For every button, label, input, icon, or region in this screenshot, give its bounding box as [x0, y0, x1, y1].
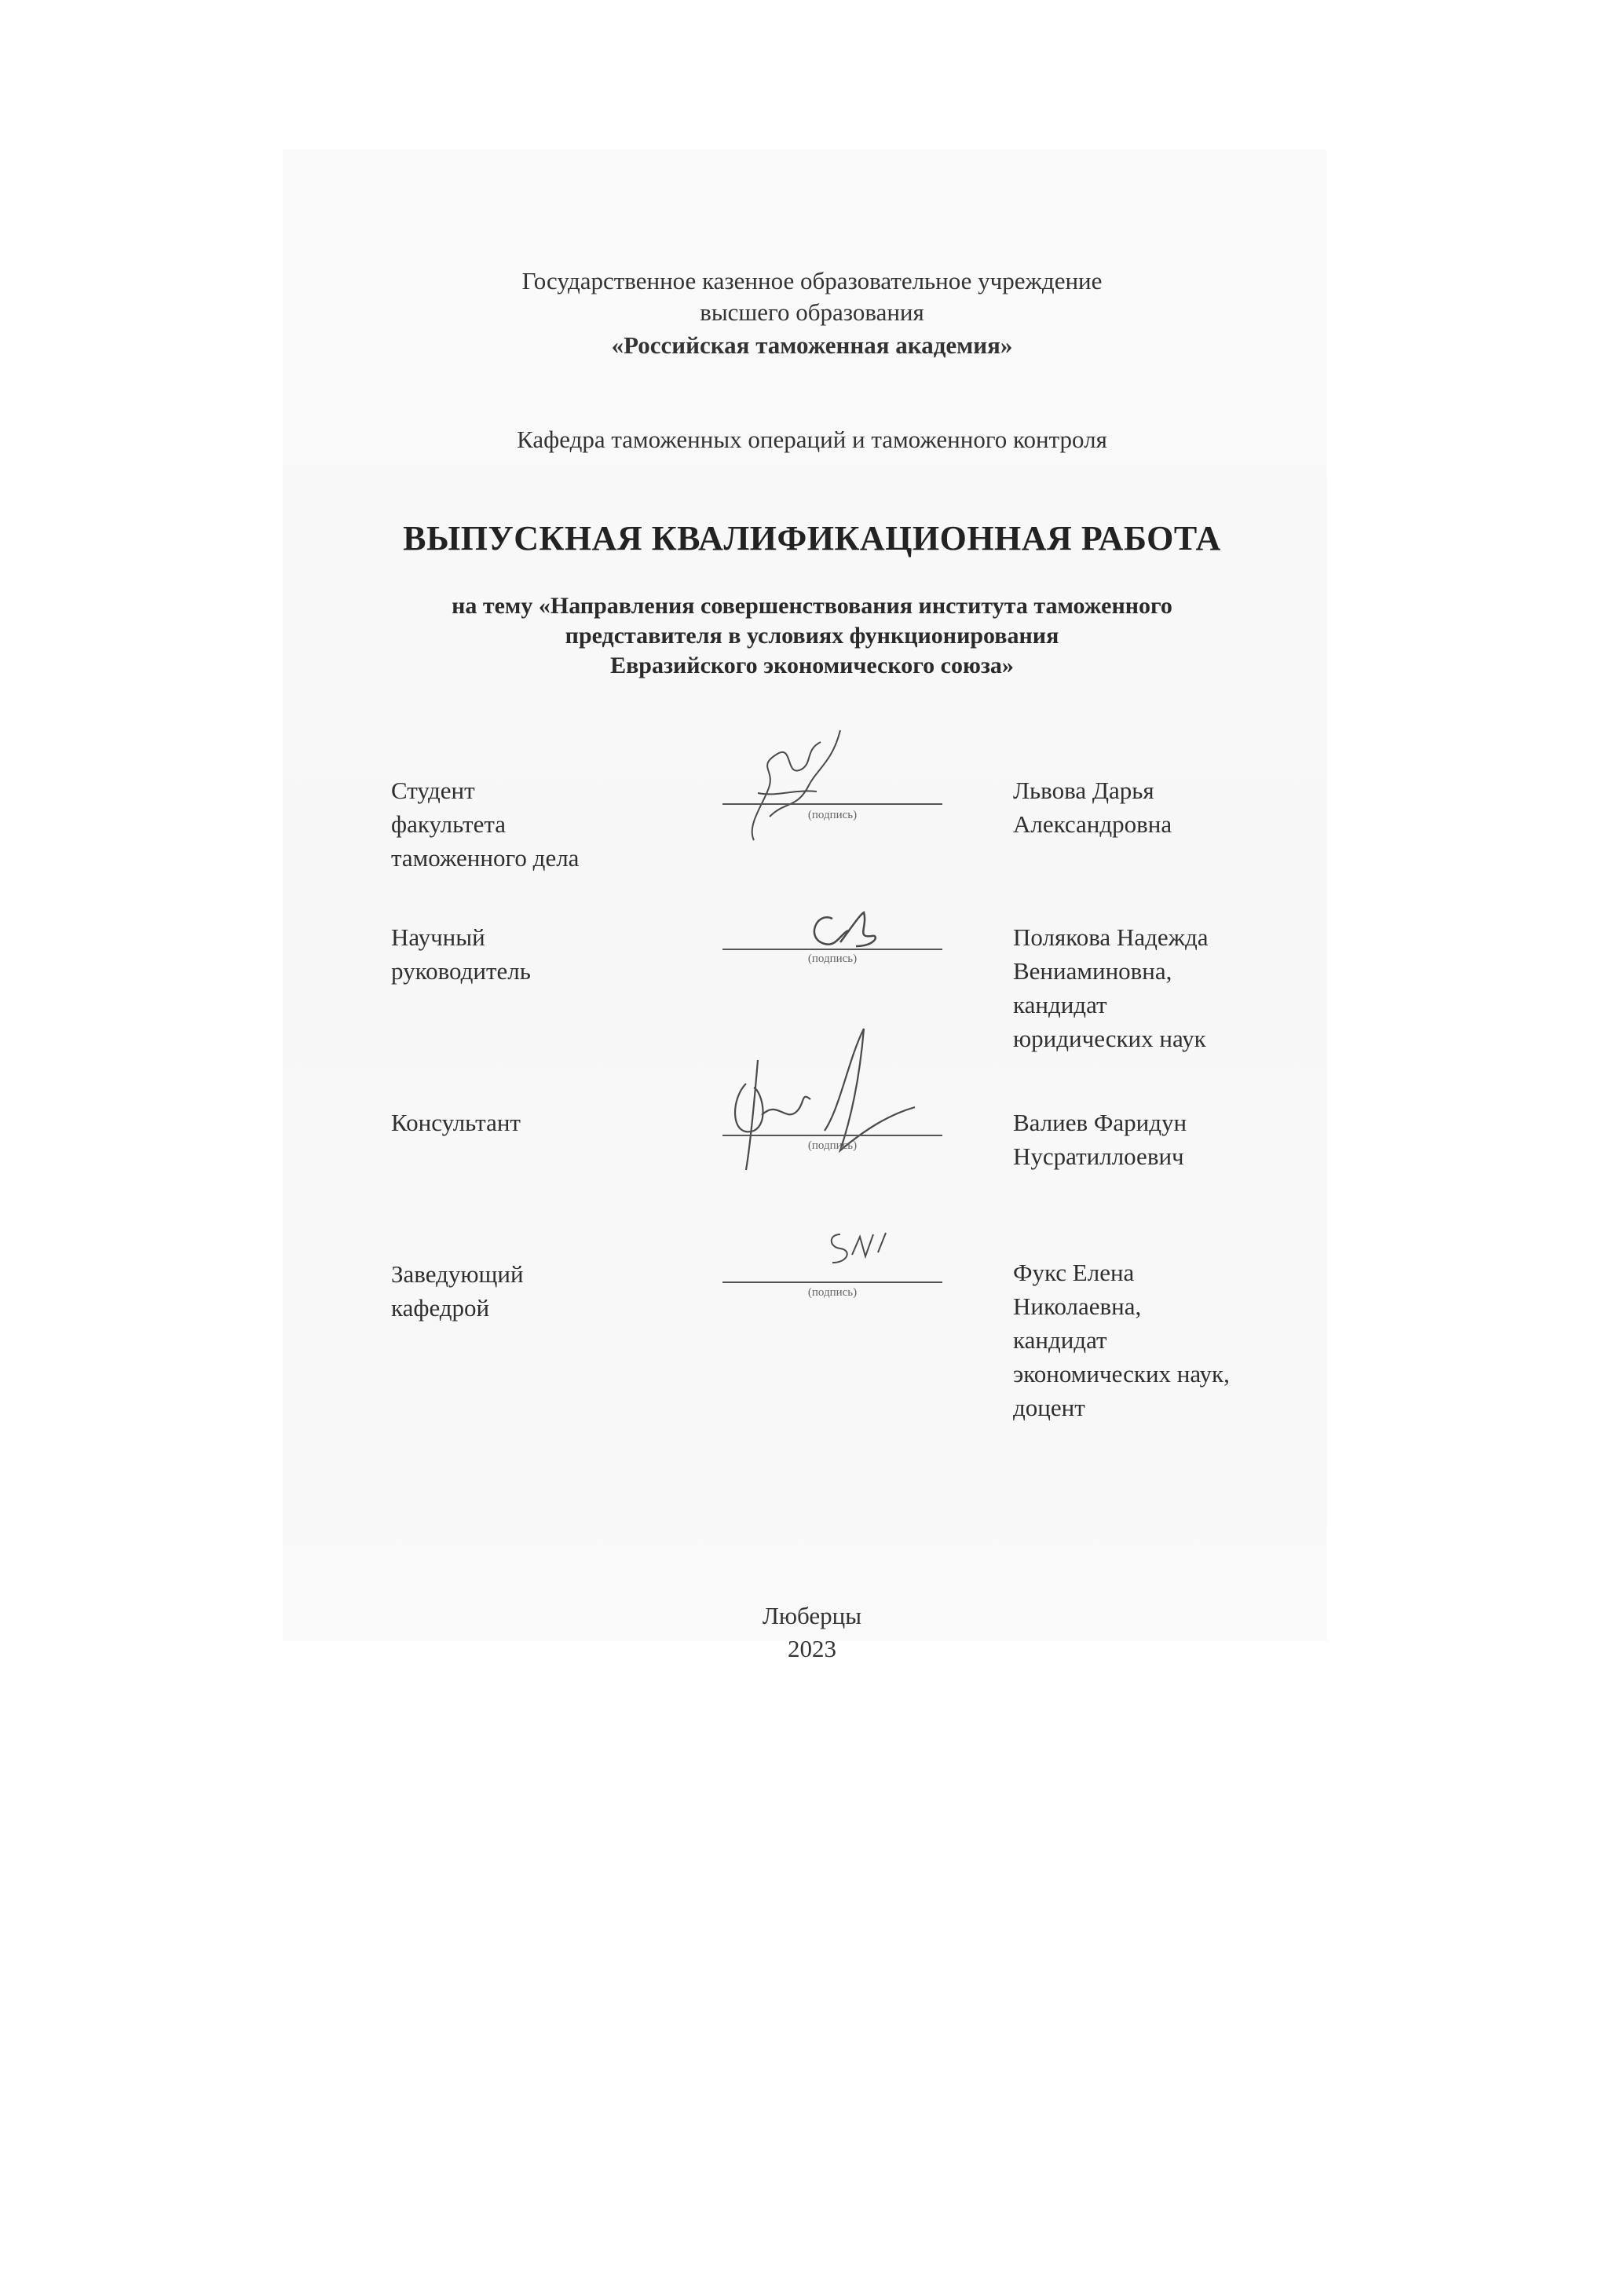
- head-of-department-signature-caption: (подпись): [807, 1286, 858, 1299]
- consultant-role: Консультант: [391, 1109, 521, 1136]
- theme-line-2: представителя в условиях функционирования: [565, 623, 1059, 649]
- supervisor-signature-caption: (подпись): [807, 952, 858, 965]
- supervisor-name: Полякова Надежда Вениаминовна, кандидат юридических наук: [1013, 923, 1209, 1052]
- consultant-signature-caption: (подпись): [807, 1139, 858, 1152]
- footer-city: Люберцы: [762, 1602, 862, 1629]
- document-title: ВЫПУСКНАЯ КВАЛИФИКАЦИОННАЯ РАБОТА: [403, 519, 1221, 558]
- student-signature-caption: (подпись): [807, 809, 858, 821]
- department-name: Кафедра таможенных операций и таможенного контроля: [517, 426, 1107, 453]
- head-of-department-name: Фукс Елена Николаевна, кандидат экономических наук, доцент: [1013, 1259, 1230, 1421]
- footer-year: 2023: [788, 1635, 836, 1662]
- student-signature-line: [722, 803, 942, 805]
- student-signature: [722, 722, 880, 856]
- consultant-name: Валиев Фаридун Нусратиллоевич: [1013, 1109, 1187, 1170]
- supervisor-role: Научный руководитель: [391, 923, 531, 985]
- institution-name: «Российская таможенная академия»: [611, 331, 1013, 359]
- theme-line-1: на тему «Направления совершенствования института таможенного: [452, 593, 1172, 619]
- institution-line-2: высшего образования: [700, 298, 924, 326]
- student-role: Студент факультета таможенного дела: [391, 777, 580, 872]
- head-of-department-signature-line: [722, 1281, 942, 1283]
- consultant-signature: [707, 1013, 927, 1186]
- theme-line-3: Евразийского экономического союза»: [610, 653, 1014, 678]
- student-name: Львова Дарья Александровна: [1013, 777, 1172, 838]
- institution-line-1: Государственное казенное образовательное учреждение: [521, 267, 1103, 294]
- supervisor-signature-line: [722, 949, 942, 950]
- head-of-department-role: Заведующий кафедрой: [391, 1260, 524, 1322]
- head-of-department-signature: [817, 1225, 903, 1272]
- consultant-signature-line: [722, 1135, 942, 1136]
